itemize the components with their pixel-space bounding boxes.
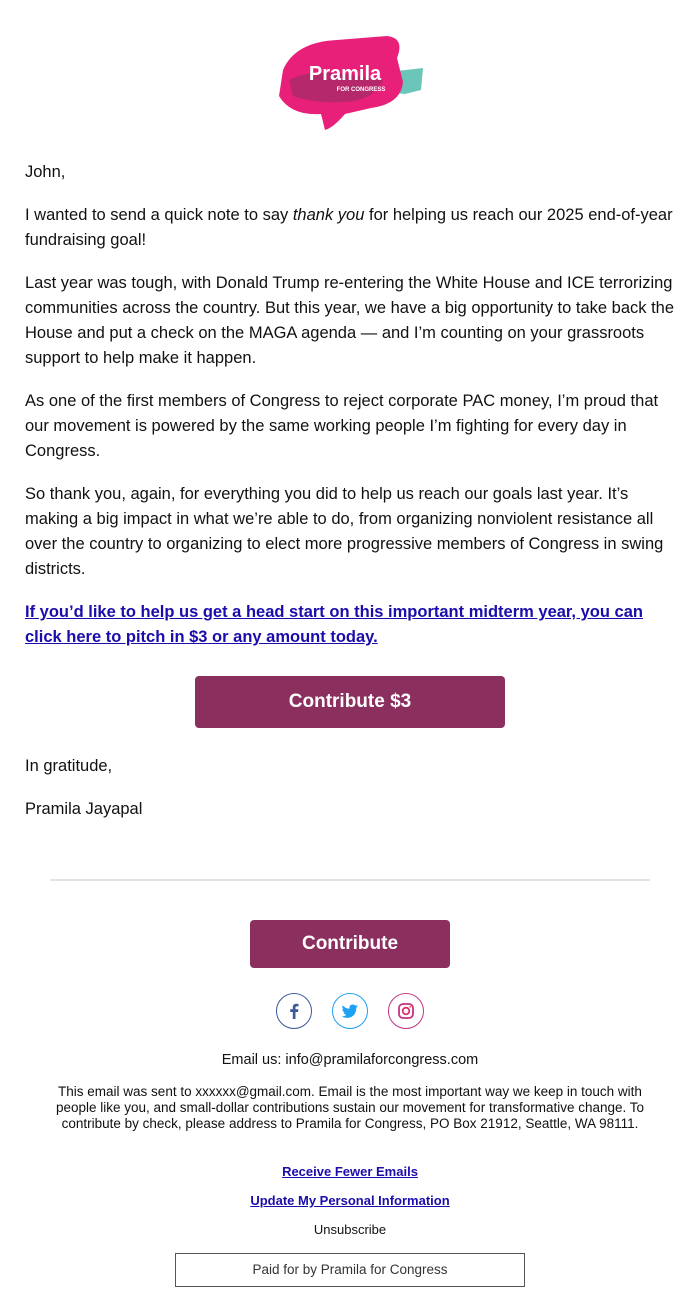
campaign-logo[interactable] — [275, 30, 425, 132]
update-info-link[interactable]: Update My Personal Information — [250, 1193, 450, 1208]
signoff — [25, 754, 677, 822]
paragraph-thank-again: So thank you, again, for everything you did to help us reach our goals last year. It’s making a big impact in what we’re able to do, from organizing nonviolent resistance all over the country to organizing to elect more progressive members of Congress in swing districts. — [25, 485, 664, 578]
signature: Pramila Jayapal — [25, 800, 143, 818]
paid-for-disclaimer: Paid for by Pramila for Congress — [175, 1253, 525, 1287]
facebook-icon[interactable] — [276, 993, 312, 1029]
email-notice: This email was sent to xxxxxx@gmail.com. Email is the most important way we keep in touch with people like you, and small-dollar contributions sustain our movement for transformative change. To contribute by check, please address to Pramila for Congress, PO Box 21912, Seattle, WA 98111. — [55, 1084, 645, 1131]
logo-subtitle: FOR CONGRESS — [336, 87, 386, 93]
letter-body — [25, 160, 677, 840]
contribute-3-button[interactable]: Contribute $3 — [195, 676, 505, 728]
social-links — [0, 993, 700, 1029]
paragraph-corporate-pac: As one of the first members of Congress to reject corporate PAC money, I’m proud that our movement is powered by the same working people I’m fighting for every day in Congress. — [25, 392, 659, 460]
unsubscribe-link[interactable]: Unsubscribe — [313, 1222, 387, 1237]
paragraph-thank-you: I wanted to send a quick note to say thank you for helping us reach our 2025 end-of-year fundraising goal! — [25, 206, 673, 249]
contribute-link[interactable]: If you’d like to help us get a head start on this important midterm year, you can click here to pitch in $3 or any amount today. — [25, 603, 643, 646]
twitter-icon[interactable] — [332, 993, 368, 1029]
logo-name: Pramila — [308, 63, 382, 85]
receive-fewer-emails-link[interactable]: Receive Fewer Emails — [282, 1164, 418, 1179]
contribute-button[interactable]: Contribute — [250, 920, 450, 968]
divider — [50, 879, 650, 881]
greeting: John, — [25, 163, 66, 181]
paragraph-last-year: Last year was tough, with Donald Trump re-entering the White House and ICE terrorizing communities across the country. But this year, we have a big opportunity to take back the House and put a check on the MAGA agenda — and I’m counting on your grassroots support to help make it happen. — [25, 274, 675, 367]
email-us: Email us: info@pramilaforcongress.com — [221, 1052, 479, 1068]
closing: In gratitude, — [25, 757, 113, 775]
logo-brush-icon — [275, 30, 425, 132]
instagram-icon[interactable] — [388, 993, 424, 1029]
